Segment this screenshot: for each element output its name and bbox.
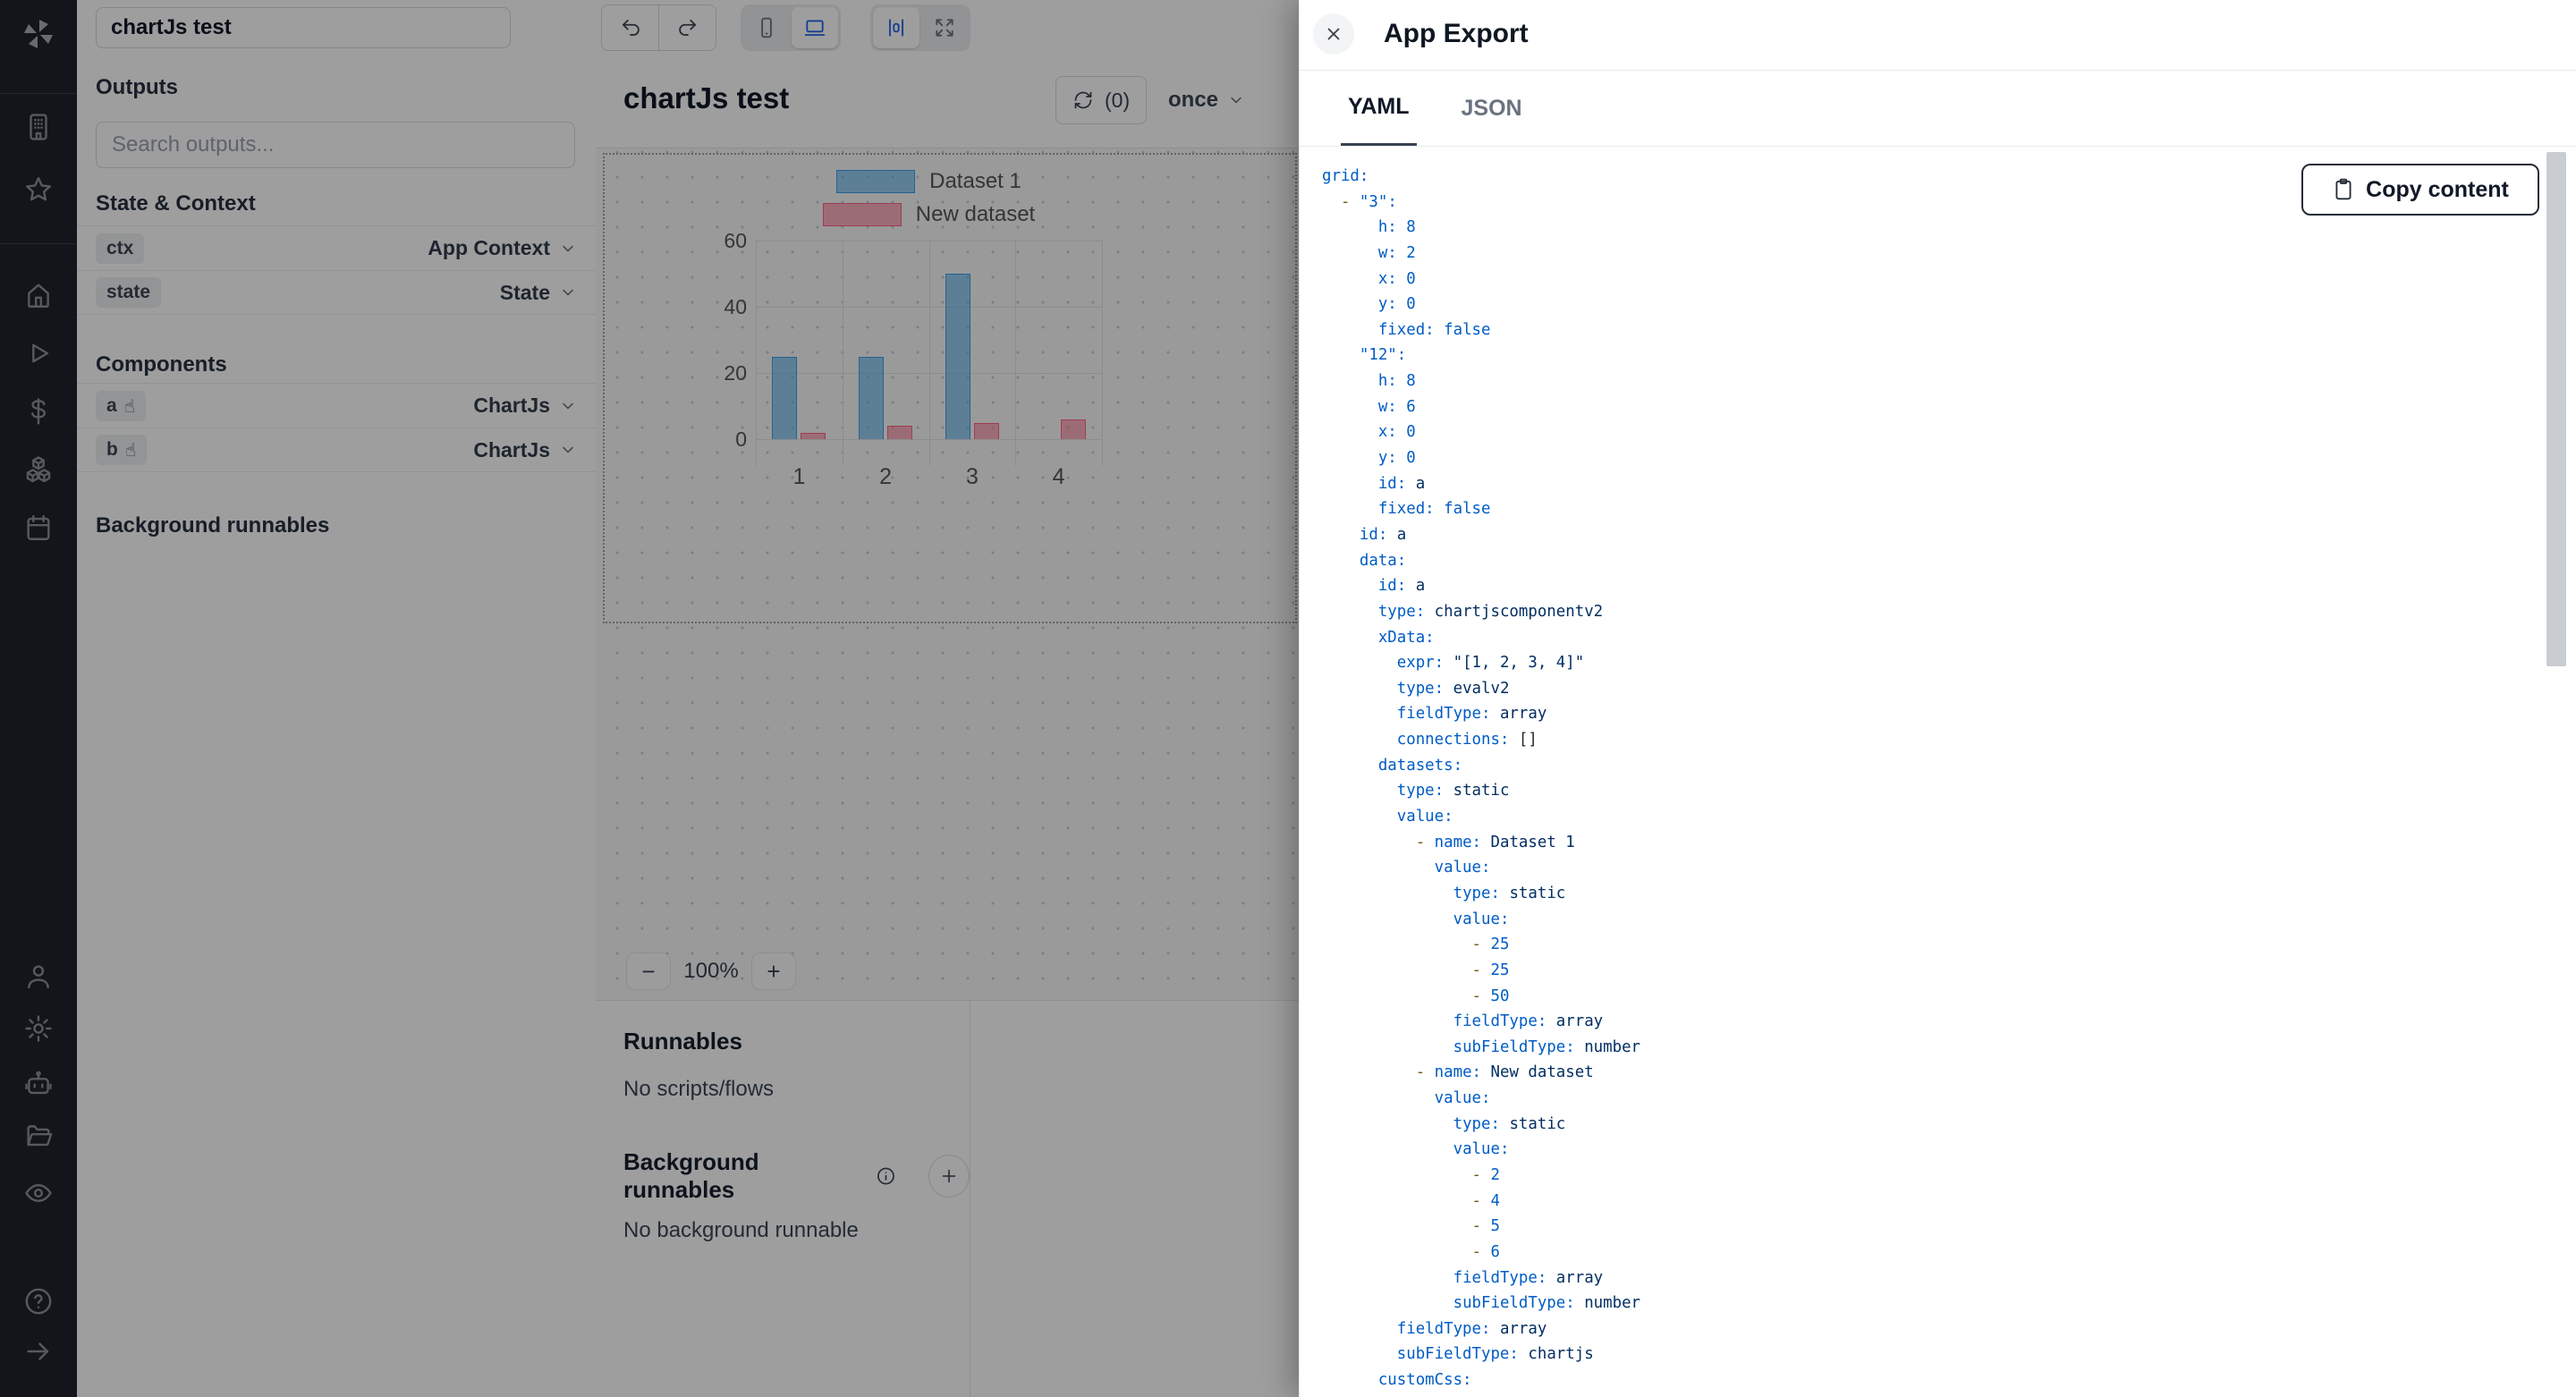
yaml-code-block[interactable] xyxy=(1322,164,2521,1393)
close-drawer-button[interactable] xyxy=(1313,13,1354,55)
x-axis-tick: 4 xyxy=(1052,464,1065,489)
yaml-line: fieldType: array xyxy=(1453,1268,1604,1287)
y-axis-tick: 40 xyxy=(724,295,747,318)
yaml-line: - 5 xyxy=(1471,1217,1500,1236)
ctx-chip-label: ctx xyxy=(106,237,134,258)
yaml-line: value: xyxy=(1434,1089,1491,1108)
yaml-line: - 25 xyxy=(1471,936,1510,954)
yaml-line: type: static xyxy=(1453,1114,1566,1133)
run-mode-value: once xyxy=(1168,88,1219,112)
component-b-id: b xyxy=(106,439,118,460)
zoom-out-button[interactable]: − xyxy=(626,952,671,990)
zoom-in-button[interactable]: + xyxy=(751,952,796,990)
ctx-type-label: App Context xyxy=(428,236,550,259)
yaml-line: - "3": xyxy=(1340,192,1397,211)
yaml-line: type: static xyxy=(1453,884,1566,902)
tab-json[interactable]: JSON xyxy=(1461,95,1522,121)
yaml-line: id: a xyxy=(1377,474,1426,493)
component-a-id: a xyxy=(106,394,117,416)
yaml-line: - 6 xyxy=(1471,1242,1500,1261)
yaml-line: w: 6 xyxy=(1377,397,1416,416)
yaml-line: customCss: xyxy=(1377,1371,1472,1390)
yaml-line: fieldType: array xyxy=(1396,1319,1547,1338)
yaml-line: type: chartjscomponentv2 xyxy=(1377,602,1604,621)
y-axis-tick: 60 xyxy=(724,229,747,252)
component-b-type: ChartJs xyxy=(473,437,550,461)
pointer-icon: ☝ xyxy=(123,394,135,417)
yaml-line: value: xyxy=(1396,808,1453,826)
yaml-line: w: 2 xyxy=(1377,243,1416,262)
export-format-tabs xyxy=(1341,71,1530,146)
yaml-line: fieldType: array xyxy=(1396,705,1547,724)
yaml-line: x: 0 xyxy=(1377,423,1416,442)
yaml-line: value: xyxy=(1453,910,1510,928)
copy-content-label: Copy content xyxy=(2366,176,2509,202)
x-axis-tick: 2 xyxy=(879,464,893,489)
yaml-line: subFieldType: number xyxy=(1453,1294,1641,1313)
yaml-line: - 50 xyxy=(1471,986,1510,1005)
yaml-line: fixed: false xyxy=(1377,500,1491,519)
x-axis-tick: 3 xyxy=(965,464,979,489)
yaml-line: subFieldType: chartjs xyxy=(1396,1345,1594,1364)
yaml-line: id: a xyxy=(1359,525,1407,544)
pointer-icon: ☝ xyxy=(124,439,137,461)
zoom-level: 100% xyxy=(683,959,739,983)
yaml-line: id: a xyxy=(1377,577,1426,596)
state-chip-label: state xyxy=(106,282,151,302)
yaml-line: - 25 xyxy=(1471,961,1510,979)
components-header: Components xyxy=(96,352,227,377)
yaml-line: value: xyxy=(1453,1140,1510,1159)
yaml-line: datasets: xyxy=(1377,756,1463,775)
yaml-line: grid: xyxy=(1322,167,1369,185)
runnables-empty-text: No scripts/flows xyxy=(623,1077,775,1101)
yaml-line: - 2 xyxy=(1471,1165,1500,1184)
drawer-scrollbar-thumb[interactable] xyxy=(2546,152,2566,666)
background-runnables-empty-text: No background runnable xyxy=(623,1218,859,1242)
app-export-drawer xyxy=(1299,0,2576,1397)
yaml-line: type: evalv2 xyxy=(1396,679,1510,698)
yaml-line: type: static xyxy=(1396,782,1510,800)
yaml-line: "12": xyxy=(1359,346,1407,365)
yaml-line: xData: xyxy=(1377,628,1435,647)
yaml-line: value: xyxy=(1434,859,1491,877)
yaml-line: y: 0 xyxy=(1377,295,1416,314)
yaml-line: connections: [] xyxy=(1396,731,1538,749)
yaml-line: y: 0 xyxy=(1377,449,1416,468)
yaml-line: fieldType: array xyxy=(1453,1012,1604,1031)
yaml-line: - name: New dataset xyxy=(1415,1063,1594,1082)
yaml-line: fixed: false xyxy=(1377,320,1491,339)
component-a-type: ChartJs xyxy=(473,394,550,417)
background-runnables-header: Background runnables xyxy=(96,513,330,538)
tab-yaml[interactable]: YAML xyxy=(1341,71,1417,146)
y-axis-tick: 20 xyxy=(724,361,747,385)
yaml-line: x: 0 xyxy=(1377,269,1416,288)
close-icon xyxy=(1324,24,1343,44)
state-context-header: State & Context xyxy=(96,191,256,216)
yaml-line: - name: Dataset 1 xyxy=(1415,833,1575,851)
outputs-header: Outputs xyxy=(96,75,178,99)
yaml-line: - 4 xyxy=(1471,1191,1500,1210)
yaml-line: data: xyxy=(1359,551,1407,570)
y-axis-tick: 0 xyxy=(735,428,747,451)
tabs-divider xyxy=(1300,146,2576,147)
refresh-count: (0) xyxy=(1105,88,1131,112)
background-runnables-title: Background runnables xyxy=(623,1148,759,1203)
drawer-title: App Export xyxy=(1384,19,1529,48)
state-type-label: State xyxy=(499,280,550,304)
yaml-line: h: 8 xyxy=(1377,218,1416,237)
legend-label: New dataset xyxy=(915,202,1036,226)
x-axis-tick: 1 xyxy=(792,464,806,489)
yaml-line: h: 8 xyxy=(1377,372,1416,391)
legend-label: Dataset 1 xyxy=(929,169,1021,193)
runnables-title: Runnables xyxy=(623,1028,742,1054)
yaml-line: subFieldType: number xyxy=(1453,1037,1641,1056)
yaml-line: expr: "[1, 2, 3, 4]" xyxy=(1396,654,1585,673)
preview-title: chartJs test xyxy=(623,81,790,114)
